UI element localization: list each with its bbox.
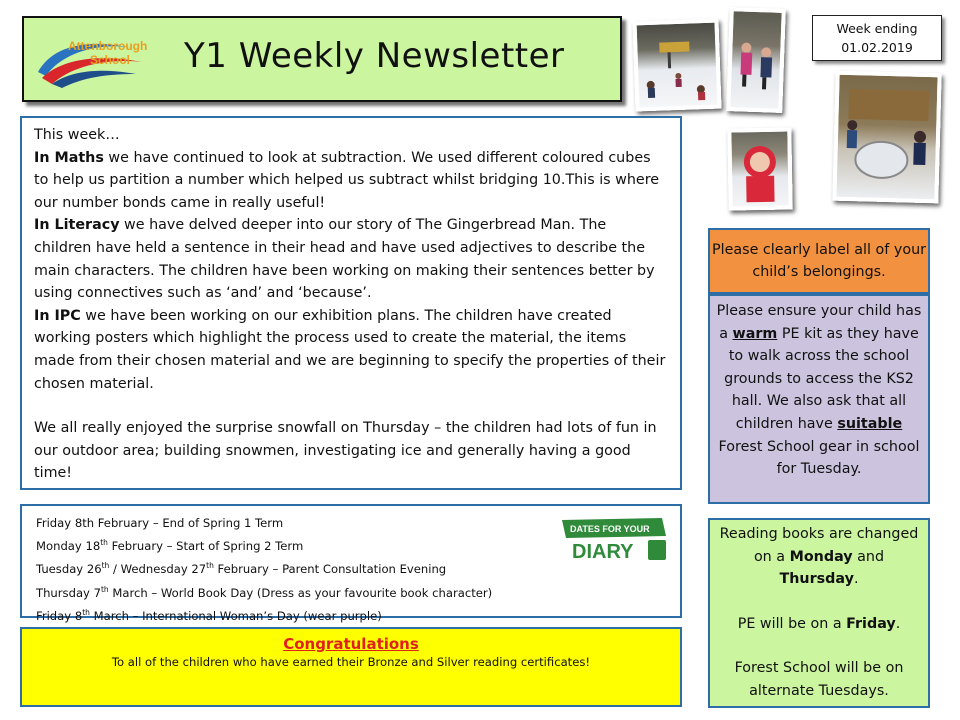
- congratulations-body: To all of the children who have earned their Bronze and Silver reading certificates!: [111, 655, 591, 669]
- svg-text:DIARY: DIARY: [572, 541, 634, 563]
- ipc-paragraph: [34, 305, 668, 395]
- svg-text:Attenborough: Attenborough: [68, 39, 148, 53]
- snow-photo-3: [727, 127, 792, 210]
- week-ending-box: [812, 15, 942, 61]
- dates-for-your-diary-badge: [558, 514, 676, 564]
- snow-photo-4: [832, 71, 941, 204]
- intro-text: This week…: [34, 127, 120, 143]
- page-title: Y1 Weekly Newsletter: [184, 36, 565, 76]
- literacy-heading: In Literacy: [34, 217, 120, 234]
- date-line-2: Monday 18th February – Start of Spring 2 Term: [36, 538, 304, 554]
- dates-for-diary-section: [20, 504, 682, 623]
- pe-kit-notice: Please ensure your child has a warm PE kit as they have to walk across the school grounds to access the KS2 hall. We also ask that all children have suitable Forest School gear in school for Tuesday.: [708, 294, 930, 504]
- snow-scene-2-image: [730, 11, 781, 109]
- svg-text:DATES FOR YOUR: DATES FOR YOUR: [570, 524, 650, 534]
- snow-photo-2: [726, 7, 786, 113]
- newsletter-header: [22, 16, 622, 102]
- this-week-section: [20, 116, 682, 490]
- snowfall-paragraph: We all really enjoyed the surprise snowfall on Thursday – the children had lots of fun in our outdoor area; building snowmen, investigating ice and generally having a good time!: [34, 420, 657, 482]
- congratulations-section: [20, 627, 682, 707]
- week-ending-date: 01.02.2019: [841, 40, 913, 55]
- forest-school-text: Forest School will be on alternate Tuesdays.: [734, 660, 904, 699]
- label-belongings-notice: [708, 228, 930, 294]
- label-belongings-text: Please clearly label all of your child’s belongings.: [711, 242, 927, 280]
- date-line-4: Thursday 7th March – World Book Day (Dress as your favourite book character): [36, 584, 493, 600]
- svg-text:School: School: [90, 53, 131, 67]
- snow-scene-3-image: [731, 132, 788, 207]
- maths-text: we have continued to look at subtraction. We used different coloured cubes to help us partition a number which helped us subtract whilst bridging 10.This is where our number bonds came in really useful!: [34, 149, 660, 211]
- reading-books-text: Reading books are changed on a Monday and Thursday.: [719, 526, 919, 588]
- week-ending-label: Week ending: [836, 21, 918, 36]
- ipc-heading: In IPC: [34, 307, 81, 324]
- snow-scene-1-image: [637, 23, 718, 108]
- reading-pe-forest-notice: [708, 518, 930, 708]
- pe-day-text: PE will be on a Friday.: [737, 615, 901, 632]
- literacy-text: we have delved deeper into our story of The Gingerbread Man. The children have held a sentence in their head and have used adjectives to describe the main characters. The children have been working on making their sentences better by using connectives such as ‘and’ and ‘because’.: [34, 217, 655, 302]
- snow-scene-4-image: [836, 75, 937, 200]
- congratulations-title: Congratulations: [283, 635, 419, 653]
- suitable-emphasis: suitable: [837, 415, 903, 432]
- date-line-1: Friday 8th February – End of Spring 1 Term: [36, 516, 284, 530]
- date-line-3: Tuesday 26th / Wednesday 27th February – Parent Consultation Evening: [36, 561, 447, 577]
- warm-emphasis: warm: [732, 325, 778, 342]
- date-line-5: Friday 8th March – International Woman’s Day (wear purple): [36, 607, 382, 623]
- school-logo: [32, 28, 152, 90]
- snow-photo-1: [632, 19, 721, 112]
- literacy-paragraph: [34, 214, 668, 304]
- maths-paragraph: [34, 147, 668, 215]
- maths-heading: In Maths: [34, 149, 104, 166]
- ipc-text: we have been working on our exhibition plans. The children have created working posters which highlight the process used to create the material, the items made from their chosen material and we are beginning to specify the properties of their chosen material.: [34, 307, 666, 392]
